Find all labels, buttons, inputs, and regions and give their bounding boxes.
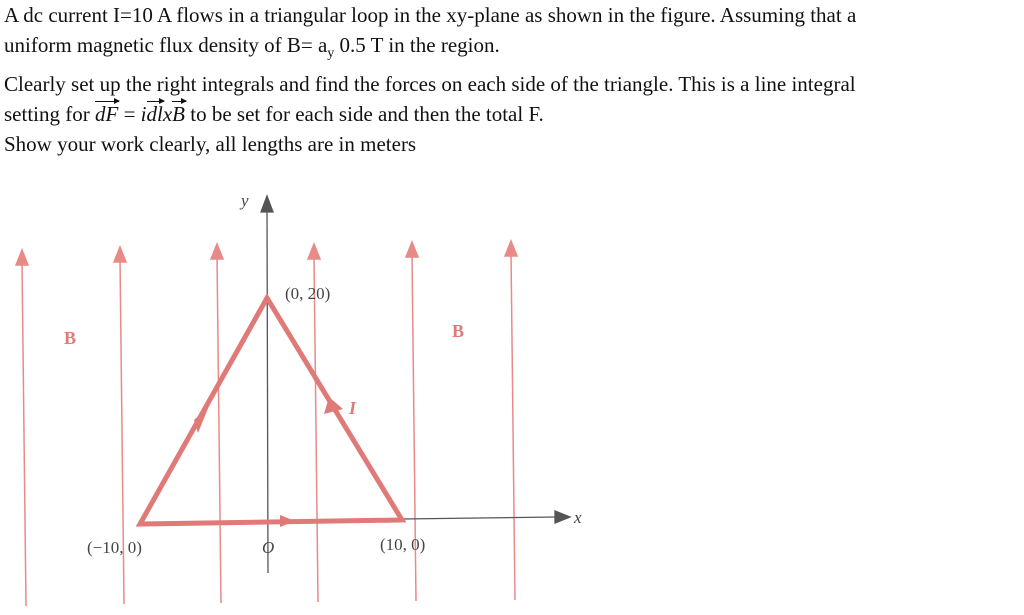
subscript: y bbox=[327, 46, 335, 62]
equals: = bbox=[118, 102, 141, 127]
field-arrow-icon bbox=[211, 244, 223, 259]
field-arrow-icon bbox=[505, 241, 517, 256]
left-vertex-label: (−10, 0) bbox=[87, 538, 142, 557]
problem-line-1: A dc current I=10 A flows in a triangular loop in the xy-plane as shown in the figure. Assuming that a bbox=[4, 3, 857, 27]
current-arrow-icon bbox=[280, 515, 295, 527]
x-axis bbox=[402, 517, 556, 519]
vector-dF: dF bbox=[95, 99, 118, 129]
vector-B: B bbox=[172, 99, 185, 129]
y-axis-label: y bbox=[241, 191, 249, 210]
problem-line-5: Show your work clearly, all lengths are in meters bbox=[4, 132, 417, 157]
x-axis-arrow-icon bbox=[555, 511, 570, 523]
vector-dl: dl bbox=[147, 99, 163, 129]
x-axis-label: x bbox=[574, 508, 582, 527]
field-label-left: B bbox=[64, 328, 77, 348]
field-label-right: B bbox=[452, 321, 465, 341]
field-line bbox=[511, 253, 515, 600]
field-arrow-icon bbox=[16, 250, 28, 265]
field-arrow-icon bbox=[308, 244, 320, 259]
field-line bbox=[22, 262, 26, 606]
right-vertex-label: (10, 0) bbox=[380, 535, 426, 554]
y-axis bbox=[267, 208, 268, 573]
text: uniform magnetic flux density of B= a bbox=[4, 33, 328, 57]
y-axis-arrow-icon bbox=[261, 196, 273, 212]
triangle-loop bbox=[140, 298, 402, 524]
loop bbox=[140, 298, 402, 527]
field-arrow-icon bbox=[406, 242, 418, 257]
cross: x bbox=[162, 102, 173, 127]
field-line bbox=[217, 256, 221, 603]
field-line bbox=[314, 256, 318, 602]
current-label: I bbox=[349, 398, 357, 418]
origin-label: O bbox=[262, 538, 275, 557]
current-i: i bbox=[140, 102, 147, 127]
apex-label: (0, 20) bbox=[285, 284, 331, 303]
field-arrow-icon bbox=[114, 247, 126, 262]
text: 0.5 T in the region. bbox=[334, 33, 500, 57]
text: setting for bbox=[4, 102, 95, 127]
text: to be set for each side and then the total F. bbox=[185, 102, 544, 127]
problem-line-3: Clearly set up the right integrals and find the forces on each side of the triangle. This is a line integral bbox=[4, 72, 856, 97]
